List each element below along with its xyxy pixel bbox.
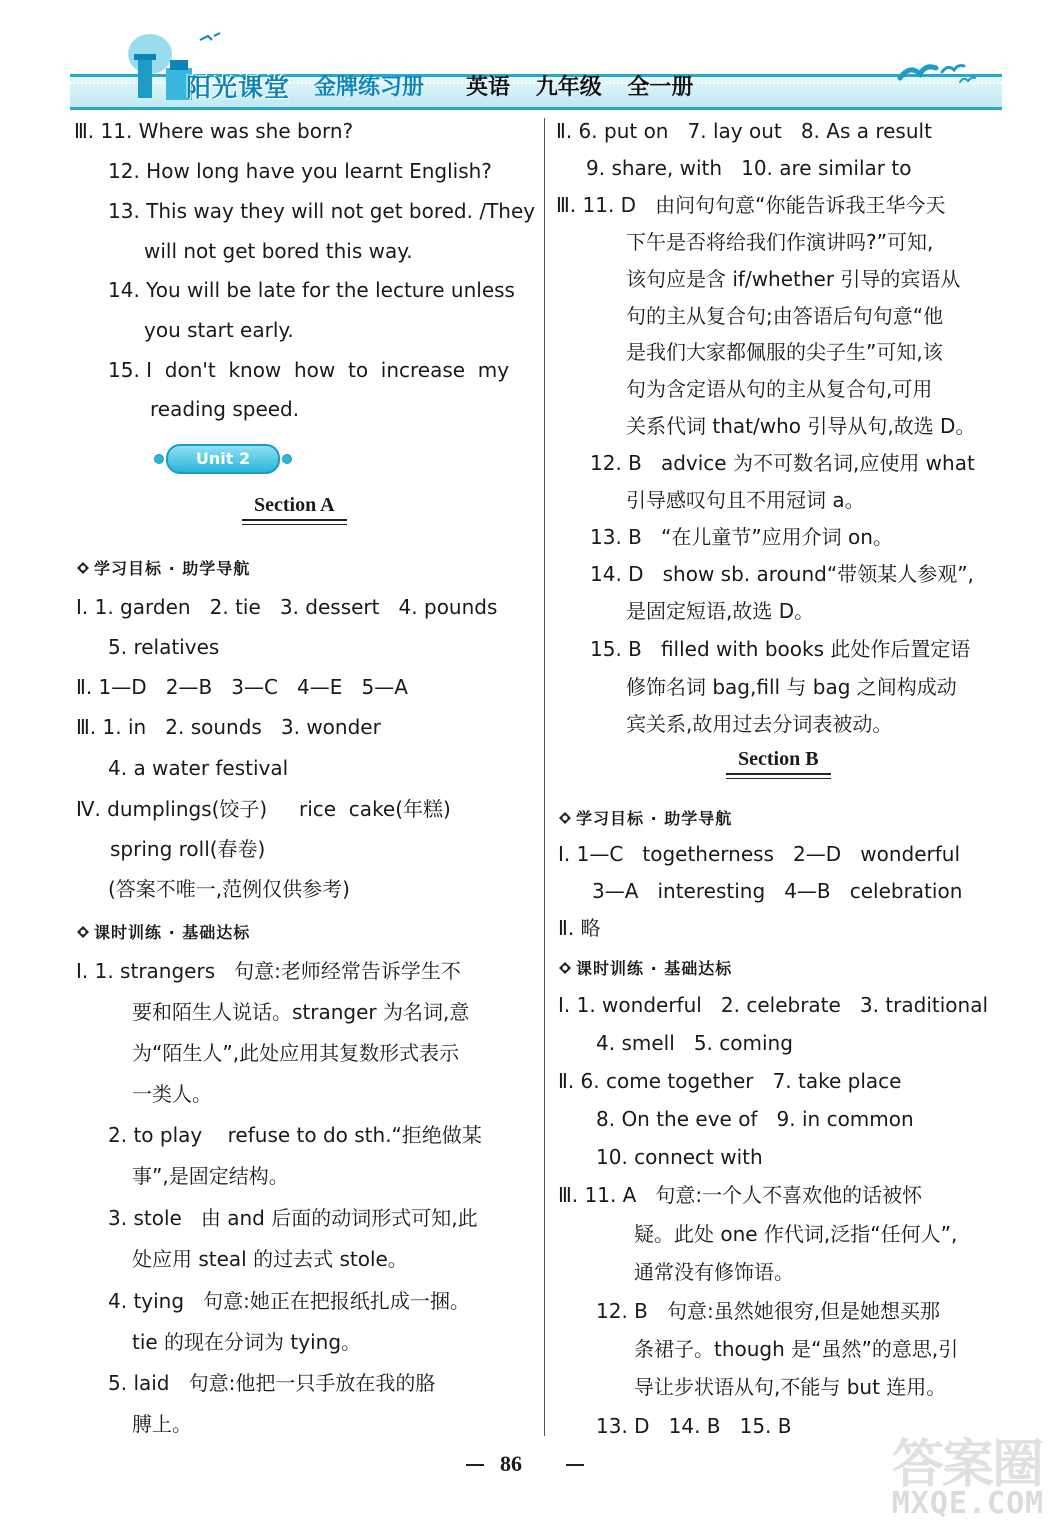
brand-title: 阳光课堂 xyxy=(186,73,291,102)
answer-line: Ⅱ. 6. put on 7. lay out 8. As a result xyxy=(556,119,932,143)
column-divider xyxy=(544,118,545,1436)
answer-line: Ⅲ. 1. in 2. sounds 3. wonder xyxy=(76,715,381,739)
answer-line: Ⅱ. 略 xyxy=(558,916,601,940)
module-label: 课时训练 · 基础达标 xyxy=(94,923,251,942)
subject-label: 英语 xyxy=(466,75,511,100)
answer-line: 导让步状语从句,不能与 but 连用。 xyxy=(634,1375,947,1399)
grade-label: 九年级 xyxy=(535,75,602,100)
answer-line: Ⅰ. 1. wonderful 2. celebrate 3. traditional xyxy=(558,993,989,1017)
answer-line: 处应用 steal 的过去式 stole。 xyxy=(132,1247,408,1271)
series-title: 金牌练习册 xyxy=(314,75,425,100)
answer-line: Ⅱ. 1—D 2—B 3—C 4—E 5—A xyxy=(76,675,408,699)
page-number-dash xyxy=(566,1464,584,1466)
answer-line: Ⅰ. 1—C togetherness 2—D wonderful xyxy=(558,842,961,866)
answer-line: Ⅲ. 11. Where was she born? xyxy=(74,119,354,143)
module-label: 课时训练 · 基础达标 xyxy=(576,959,733,978)
answer-line: 12. B 句意:虽然她很穷,但是她想买那 xyxy=(596,1299,941,1323)
answer-line: 句的主从复合句;由答语后句句意“他 xyxy=(626,304,944,328)
answer-line: 15. I don't know how to increase my xyxy=(108,358,510,382)
answer-line: 该句应是含 if/whether 引导的宾语从 xyxy=(626,267,961,291)
diamond-bullet-icon xyxy=(558,811,572,825)
answer-line: 10. connect with xyxy=(596,1145,763,1169)
answer-line: 通常没有修饰语。 xyxy=(634,1260,794,1284)
book-meta xyxy=(466,70,693,101)
answer-line: you start early. xyxy=(144,318,294,342)
seagulls-icon xyxy=(890,48,980,88)
answer-line: 14. You will be late for the lecture unless xyxy=(108,278,515,302)
answer-line: 3—A interesting 4—B celebration xyxy=(592,879,963,903)
watermark-text: MXQE.COM xyxy=(891,1486,1045,1521)
section-a-heading: Section A xyxy=(242,494,347,521)
module-basic-practice xyxy=(76,920,250,943)
module-study-guide xyxy=(76,556,250,579)
watermark-logo xyxy=(888,1414,1048,1526)
answer-line: 12. How long have you learnt English? xyxy=(108,159,492,183)
answer-line: 8. On the eve of 9. in common xyxy=(596,1107,914,1131)
answer-line: 事”,是固定结构。 xyxy=(132,1164,289,1188)
answer-line: 4. smell 5. coming xyxy=(596,1031,793,1055)
answer-line: spring roll(春卷) xyxy=(110,837,266,861)
answer-line: reading speed. xyxy=(150,397,300,421)
answer-line: 是我们大家都佩服的尖子生”可知,该 xyxy=(626,340,943,364)
answer-line: 修饰名词 bag,fill 与 bag 之间构成动 xyxy=(626,675,957,699)
answer-line: 14. D show sb. around“带领某人参观”, xyxy=(590,562,974,586)
page-header xyxy=(70,28,1002,108)
watermark-cn: 答案圈 xyxy=(892,1435,1043,1495)
answer-line: 2. to play refuse to do sth.“拒绝做某 xyxy=(108,1123,482,1147)
answer-line: 宾关系,故用过去分词表被动。 xyxy=(626,712,893,736)
answer-line: 要和陌生人说话。stranger 为名词,意 xyxy=(132,1000,470,1024)
section-b-heading: Section B xyxy=(726,748,831,775)
module-study-guide xyxy=(558,806,732,829)
answer-line: 条裙子。though 是“虽然”的意思,引 xyxy=(634,1337,959,1361)
answer-line: (答案不唯一,范例仅供参考) xyxy=(108,877,350,901)
answer-line: 膊上。 xyxy=(132,1412,192,1436)
answer-line: 一类人。 xyxy=(132,1082,212,1106)
answer-line: 5. laid 句意:他把一只手放在我的胳 xyxy=(108,1371,436,1395)
answer-line: 12. B advice 为不可数名词,应使用 what xyxy=(590,451,975,475)
answer-line: 下午是否将给我们作演讲吗?”可知, xyxy=(626,230,934,254)
answer-line: tie 的现在分词为 tying。 xyxy=(132,1330,362,1354)
answer-line: Ⅳ. dumplings(饺子) rice cake(年糕) xyxy=(76,797,451,821)
answer-line: Ⅰ. 1. strangers 句意:老师经常告诉学生不 xyxy=(76,959,461,983)
answer-line: Ⅰ. 1. garden 2. tie 3. dessert 4. pounds xyxy=(76,595,498,619)
diamond-bullet-icon xyxy=(76,925,90,939)
answer-line: Ⅱ. 6. come together 7. take place xyxy=(558,1069,902,1093)
answer-line: 关系代词 that/who 引导从句,故选 D。 xyxy=(626,414,976,438)
answer-line: Ⅲ. 11. A 句意:一个人不喜欢他的话被怀 xyxy=(558,1183,923,1207)
answer-line: Ⅲ. 11. D 由问句句意“你能告诉我王华今天 xyxy=(556,193,946,217)
answer-line: will not get bored this way. xyxy=(144,239,413,263)
answer-line: 13. B “在儿童节”应用介词 on。 xyxy=(590,525,893,549)
answer-line: 句为含定语从句的主从复合句,可用 xyxy=(626,377,933,401)
module-label: 学习目标 · 助学导航 xyxy=(576,809,733,828)
answer-line: 是固定短语,故选 D。 xyxy=(626,599,815,623)
volume-label: 全一册 xyxy=(627,75,694,100)
answer-line: 3. stole 由 and 后面的动词形式可知,此 xyxy=(108,1206,478,1230)
answer-line: 疑。此处 one 作代词,泛指“任何人”, xyxy=(634,1222,958,1246)
answer-line: 4. a water festival xyxy=(108,756,289,780)
page-number: 86 xyxy=(500,1451,522,1476)
answer-line: 9. share, with 10. are similar to xyxy=(586,156,912,180)
answer-line: 引导感叹句且不用冠词 a。 xyxy=(626,488,865,512)
answer-line: 为“陌生人”,此处应用其复数形式表示 xyxy=(132,1041,460,1065)
diamond-bullet-icon xyxy=(558,961,572,975)
unit-badge: Unit 2 xyxy=(166,444,280,474)
answer-line: 4. tying 句意:她正在把报纸扎成一捆。 xyxy=(108,1289,470,1313)
module-basic-practice xyxy=(558,956,732,979)
answer-line: 5. relatives xyxy=(108,635,220,659)
page-number-dash xyxy=(466,1464,484,1466)
module-label: 学习目标 · 助学导航 xyxy=(94,559,251,578)
answer-line: 13. D 14. B 15. B xyxy=(596,1414,792,1438)
diamond-bullet-icon xyxy=(76,561,90,575)
answer-line: 15. B filled with books 此处作后置定语 xyxy=(590,637,971,661)
answer-line: 13. This way they will not get bored. /They xyxy=(108,199,536,223)
